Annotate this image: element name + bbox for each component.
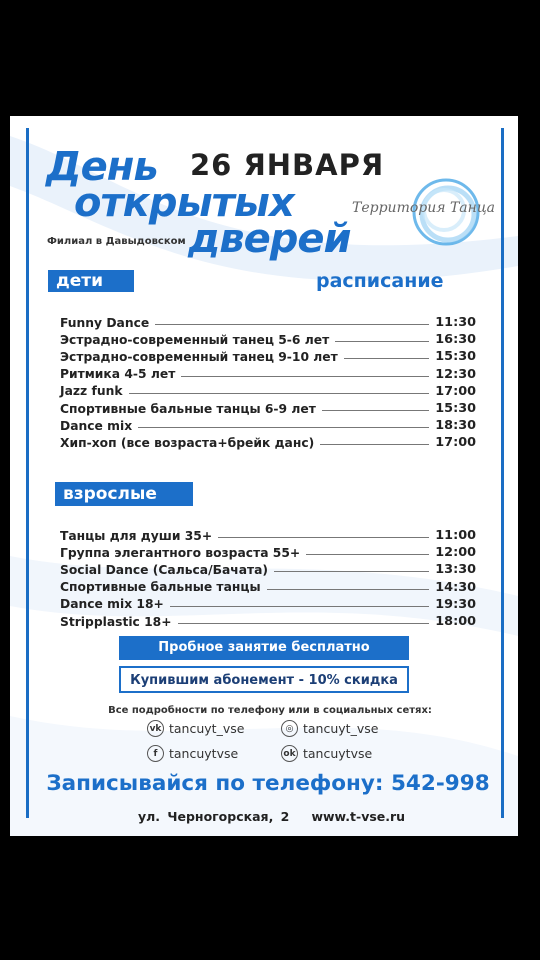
class-time: 12:30: [435, 366, 476, 382]
facebook-icon: f: [147, 745, 164, 762]
kids-tag: дети: [48, 270, 134, 292]
class-time: 18:00: [435, 614, 476, 630]
class-name: Спортивные бальные танцы 6-9 лет: [60, 401, 316, 416]
branch-label: Филиал в Давыдовском: [47, 236, 186, 247]
event-date: 26 ЯНВАРЯ: [190, 148, 385, 182]
list-item: [60, 417, 476, 434]
address-line: [138, 809, 405, 824]
list-item: [60, 579, 476, 596]
leader-line: [170, 606, 429, 607]
odnoklassniki-icon: ok: [281, 745, 298, 762]
odnoklassniki-handle: tancuytvse: [303, 746, 373, 761]
phone-line: Записывайся по телефону: 542-998: [46, 771, 490, 796]
leader-line: [274, 571, 429, 572]
class-name: Ритмика 4-5 лет: [60, 367, 176, 382]
odnoklassniki-contact[interactable]: [281, 745, 372, 762]
event-poster: [10, 116, 518, 836]
list-item: [60, 544, 476, 561]
facebook-handle: tancuytvse: [169, 746, 239, 761]
instagram-contact[interactable]: [281, 720, 378, 737]
leader-line: [178, 623, 430, 624]
leader-line: [267, 589, 430, 590]
left-border-bar: [26, 128, 29, 818]
discount-banner: Купившим абонемент - 10% скидка: [119, 666, 409, 693]
logo-text: Территория Танца: [352, 200, 495, 216]
list-item: [60, 331, 476, 348]
instagram-handle: tancuyt_vse: [303, 721, 379, 736]
class-name: Хип-хоп (все возраста+брейк данс): [60, 435, 315, 450]
list-item: [60, 366, 476, 383]
class-time: 12:00: [435, 545, 476, 561]
leader-line: [335, 341, 429, 342]
class-name: Танцы для души 35+: [60, 528, 213, 543]
list-item: [60, 434, 476, 451]
class-time: 11:30: [435, 315, 476, 331]
class-name: Funny Dance: [60, 315, 150, 330]
title-line-3: дверей: [188, 216, 351, 262]
class-time: 15:30: [435, 401, 476, 417]
facebook-contact[interactable]: [147, 745, 238, 762]
class-time: 13:30: [435, 562, 476, 578]
leader-line: [320, 444, 429, 445]
class-name: Jazz funk: [60, 384, 123, 399]
more-info-text: Все подробности по телефону или в социальных сетях:: [108, 705, 432, 716]
leader-line: [306, 554, 429, 555]
class-name: Спортивные бальные танцы: [60, 580, 261, 595]
title-line-2: открытых: [74, 180, 294, 226]
leader-line: [129, 393, 430, 394]
title-line-1: День: [46, 144, 158, 190]
class-name: Группа элегантного возраста 55+: [60, 545, 301, 560]
leader-line: [155, 324, 429, 325]
free-trial-banner: Пробное занятие бесплатно: [119, 636, 409, 660]
website-link[interactable]: www.t-vse.ru: [311, 809, 406, 824]
vk-contact[interactable]: [147, 720, 244, 737]
kids-schedule: [60, 314, 476, 452]
list-item: [60, 613, 476, 630]
adults-schedule: [60, 527, 476, 630]
leader-line: [181, 376, 429, 377]
class-time: 19:30: [435, 596, 476, 612]
list-item: [60, 561, 476, 578]
class-name: Stripplastic 18+: [60, 614, 172, 629]
street-address: ул. Черногорская, 2: [138, 809, 290, 824]
list-item: [60, 314, 476, 331]
class-name: Эстрадно-современный танец 9-10 лет: [60, 349, 338, 364]
list-item: [60, 400, 476, 417]
class-name: Dance mix: [60, 418, 133, 433]
list-item: [60, 527, 476, 544]
class-time: 11:00: [435, 528, 476, 544]
class-time: 18:30: [435, 418, 476, 434]
list-item: [60, 348, 476, 365]
adults-tag: взрослые: [55, 482, 193, 506]
class-name: Эстрадно-современный танец 5-6 лет: [60, 332, 330, 347]
vk-icon: vk: [147, 720, 164, 737]
class-time: 17:00: [435, 383, 476, 399]
vk-handle: tancuyt_vse: [169, 721, 245, 736]
leader-line: [322, 410, 429, 411]
class-name: Social Dance (Сальса/Бачата): [60, 562, 269, 577]
class-time: 17:00: [435, 435, 476, 451]
schedule-title: расписание: [316, 270, 444, 292]
instagram-icon: ◎: [281, 720, 298, 737]
leader-line: [218, 537, 429, 538]
class-time: 15:30: [435, 349, 476, 365]
right-border-bar: [501, 128, 504, 818]
list-item: [60, 596, 476, 613]
leader-line: [138, 427, 429, 428]
class-name: Dance mix 18+: [60, 597, 164, 612]
class-time: 16:30: [435, 332, 476, 348]
leader-line: [344, 358, 429, 359]
class-time: 14:30: [435, 579, 476, 595]
list-item: [60, 383, 476, 400]
